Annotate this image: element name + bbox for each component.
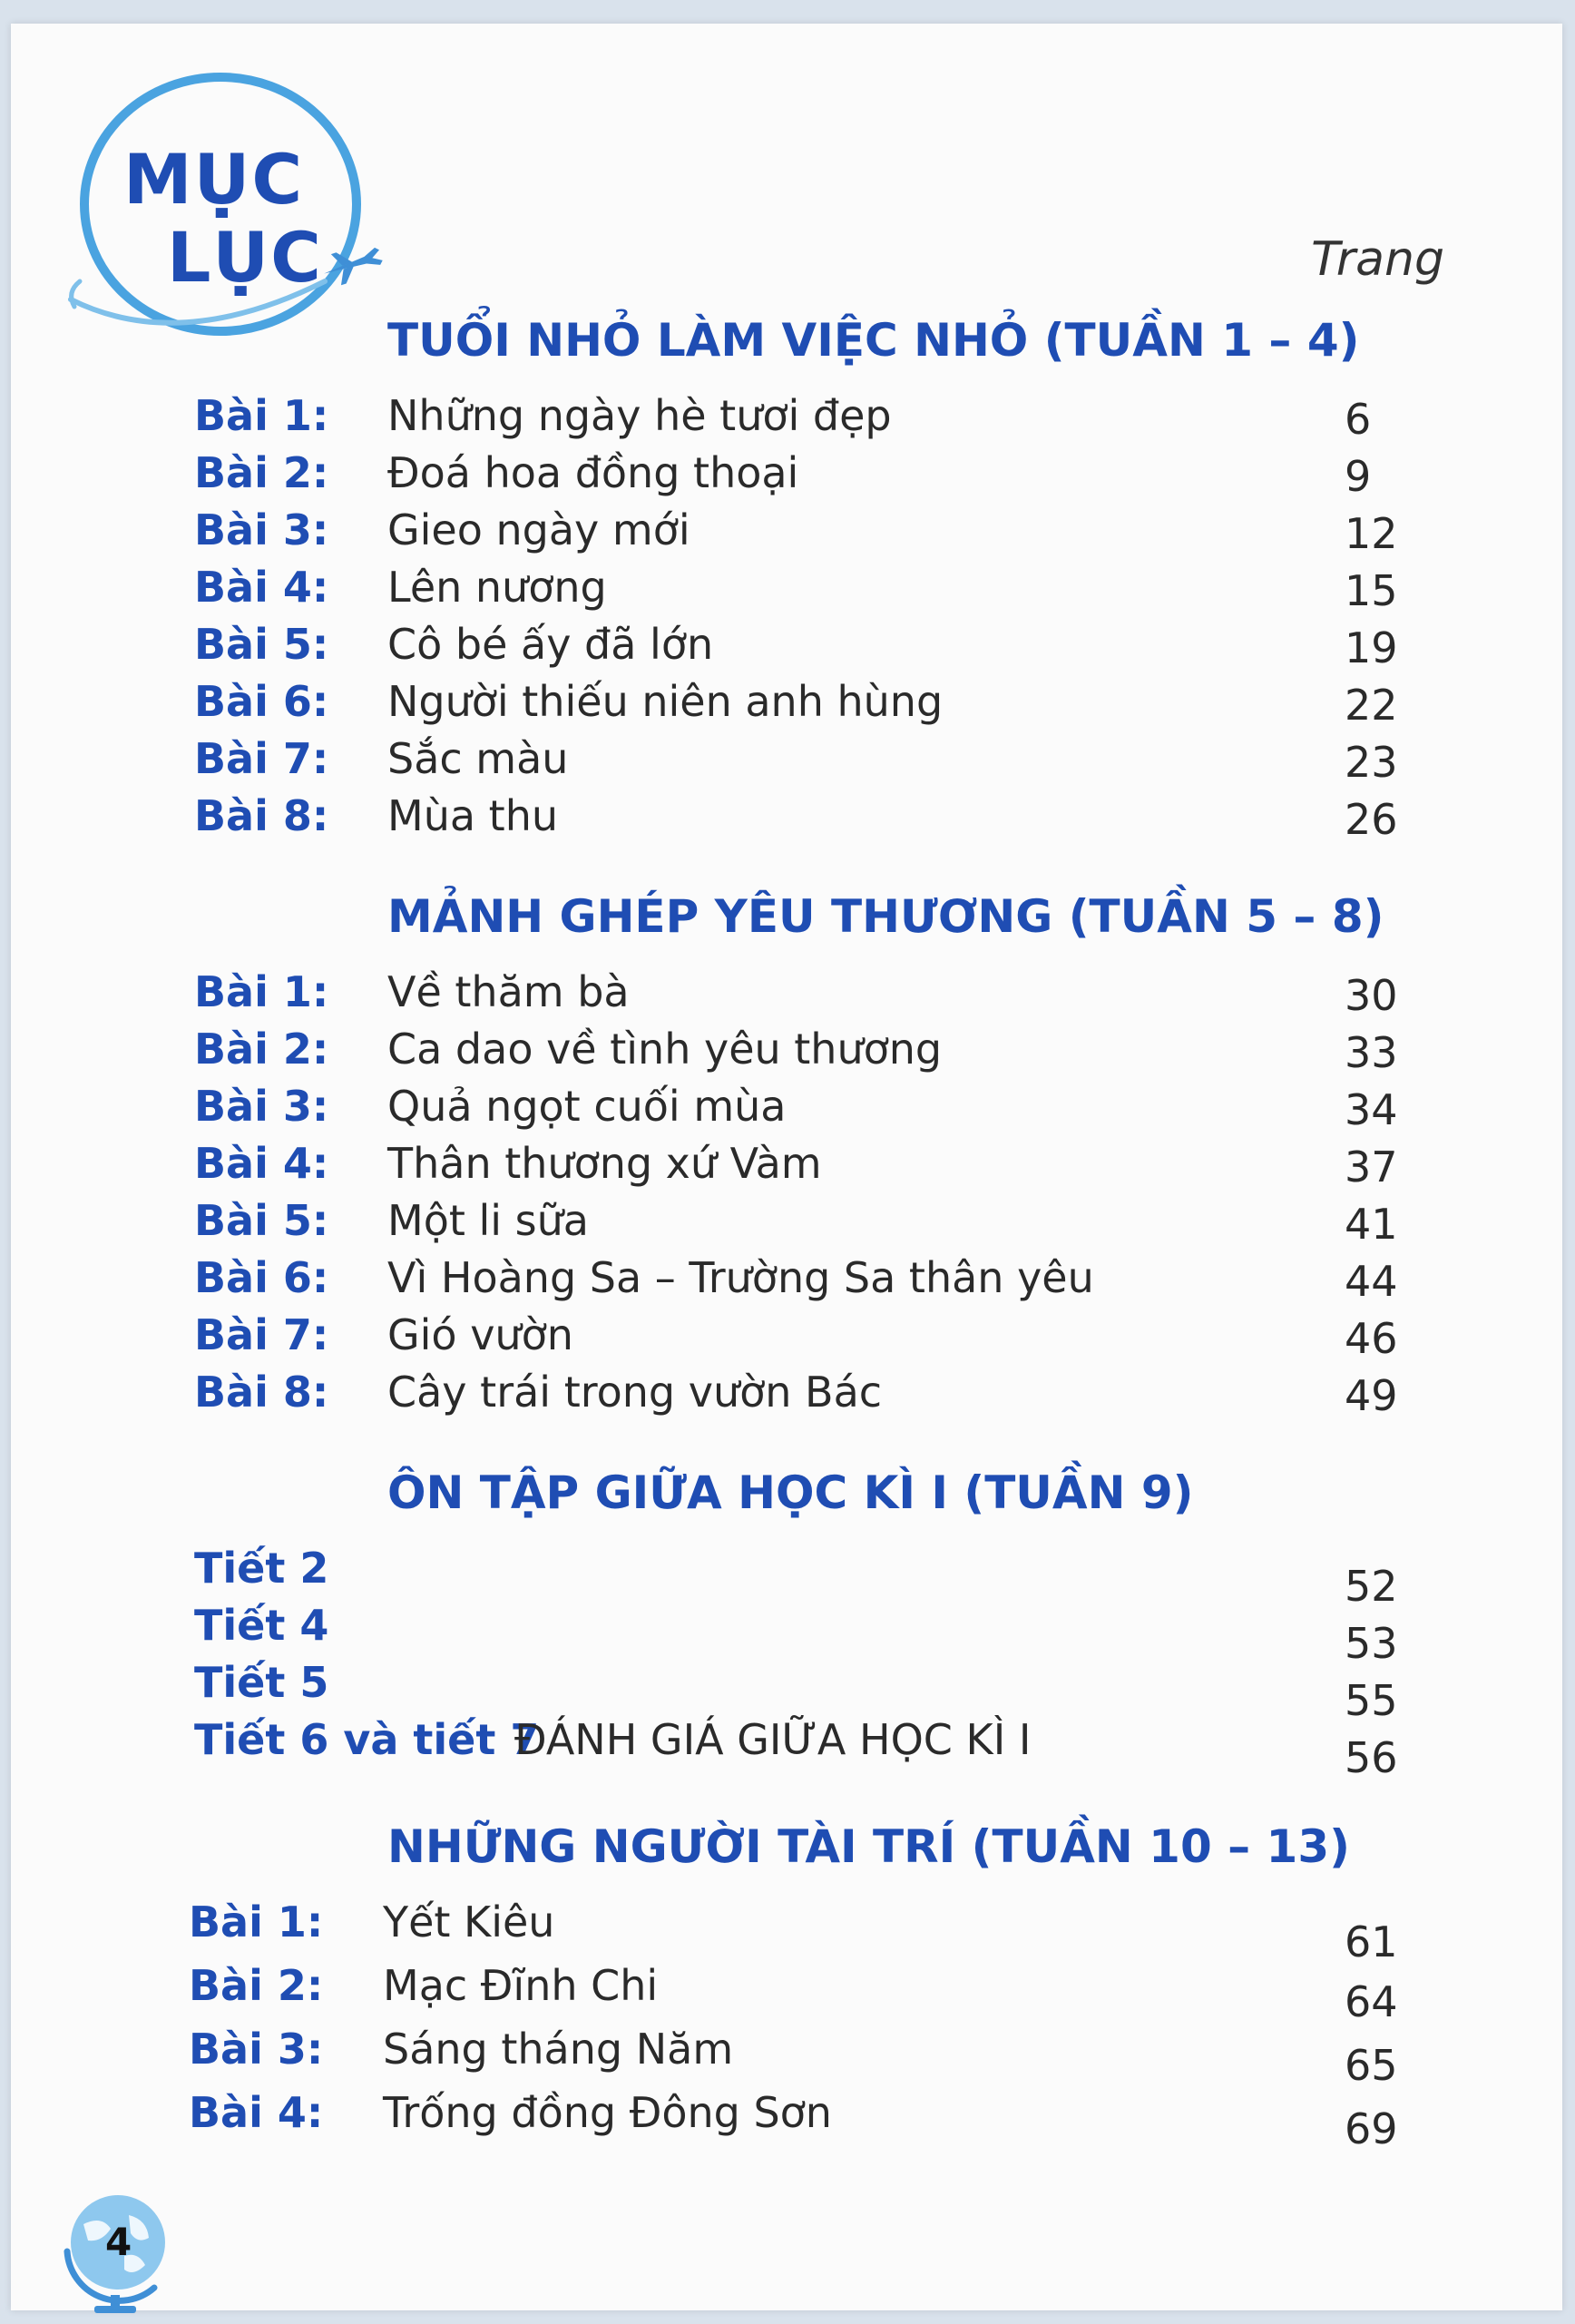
entry-page: 26 <box>1345 795 1398 844</box>
entry-page: 19 <box>1345 623 1398 672</box>
toc-entry[interactable] <box>11 563 1562 619</box>
entry-label: Bài 4: <box>194 1139 329 1188</box>
entry-page: 55 <box>1345 1676 1398 1725</box>
entry-title: Cây trái trong vườn Bác <box>387 1368 883 1417</box>
entry-title: ĐÁNH GIÁ GIỮA HỌC KÌ I <box>514 1715 1032 1764</box>
entry-page: 46 <box>1345 1314 1398 1363</box>
entry-page: 56 <box>1345 1733 1398 1782</box>
toc-entry[interactable] <box>11 791 1562 848</box>
section-title: TUỔI NHỎ LÀM VIỆC NHỎ (TUẦN 1 – 4) <box>387 314 1360 367</box>
toc-entry[interactable] <box>11 1253 1562 1309</box>
section-title: NHỮNG NGƯỜI TÀI TRÍ (TUẦN 10 – 13) <box>387 1820 1350 1873</box>
toc-entry[interactable] <box>11 2025 1562 2090</box>
entry-label: Bài 5: <box>194 620 329 669</box>
entry-title: Đoá hoa đồng thoại <box>387 448 799 497</box>
entry-page: 9 <box>1345 452 1372 501</box>
toc-entry[interactable] <box>11 1544 1562 1611</box>
entry-page: 41 <box>1345 1200 1398 1249</box>
entry-title: Người thiếu niên anh hùng <box>387 677 944 726</box>
entry-title: Một li sữa <box>387 1196 589 1245</box>
entry-label: Bài 3: <box>194 505 329 554</box>
entry-label: Bài 8: <box>194 1368 329 1417</box>
toc-entry[interactable] <box>11 1368 1562 1424</box>
entry-title: Thân thương xứ Vàm <box>387 1139 822 1188</box>
toc-entry[interactable] <box>11 1310 1562 1367</box>
entry-page: 23 <box>1345 738 1398 787</box>
entry-title: Trống đồng Đông Sơn <box>383 2088 832 2137</box>
entry-label: Bài 2: <box>189 1961 324 2010</box>
entry-title: Mạc Đĩnh Chi <box>383 1961 659 2010</box>
toc-entry[interactable] <box>11 1082 1562 1138</box>
logo-line-1: MỤC <box>123 139 305 220</box>
toc-entry[interactable] <box>11 391 1562 447</box>
toc-entry[interactable] <box>11 967 1562 1024</box>
entry-page: 33 <box>1345 1028 1398 1077</box>
entry-label: Bài 2: <box>194 1025 329 1074</box>
entry-page: 22 <box>1345 681 1398 730</box>
section-title: ÔN TẬP GIỮA HỌC KÌ I (TUẦN 9) <box>387 1466 1194 1519</box>
section-title: MẢNH GHÉP YÊU THƯƠNG (TUẦN 5 – 8) <box>387 890 1384 943</box>
book-page <box>11 24 1562 2310</box>
toc-entry[interactable] <box>11 1897 1562 1966</box>
toc-entry[interactable] <box>11 1139 1562 1195</box>
toc-entry[interactable] <box>11 734 1562 790</box>
entry-label: Tiết 6 và tiết 7 <box>194 1715 540 1764</box>
entry-label: Bài 3: <box>189 2025 324 2074</box>
entry-label: Bài 1: <box>194 967 329 1016</box>
entry-label: Tiết 2 <box>194 1544 329 1593</box>
entry-label: Tiết 4 <box>194 1601 329 1650</box>
entry-title: Cô bé ấy đã lớn <box>387 620 714 669</box>
entry-label: Bài 3: <box>194 1082 329 1131</box>
entry-page: 44 <box>1345 1257 1398 1306</box>
toc-entry[interactable] <box>11 1961 1562 2026</box>
entry-title: Sắc màu <box>387 734 569 783</box>
entry-label: Bài 4: <box>189 2088 324 2137</box>
entry-label: Bài 7: <box>194 734 329 783</box>
entry-title: Ca dao về tình yêu thương <box>387 1025 943 1074</box>
toc-entry[interactable] <box>11 2088 1562 2153</box>
entry-page: 37 <box>1345 1142 1398 1191</box>
toc-entry[interactable] <box>11 620 1562 676</box>
entry-label: Bài 6: <box>194 677 329 726</box>
entry-page: 15 <box>1345 566 1398 615</box>
entry-title: Quả ngọt cuối mùa <box>387 1082 787 1131</box>
entry-page: 61 <box>1345 1917 1398 1966</box>
entry-title: Gió vườn <box>387 1310 573 1359</box>
entry-label: Bài 5: <box>194 1196 329 1245</box>
entry-page: 53 <box>1345 1619 1398 1668</box>
entry-page: 30 <box>1345 971 1398 1020</box>
page-column-label: Trang <box>1311 232 1444 287</box>
toc-entry[interactable] <box>11 448 1562 505</box>
entry-title: Về thăm bà <box>387 967 630 1016</box>
entry-title: Yết Kiêu <box>383 1897 555 1946</box>
entry-page: 69 <box>1345 2104 1398 2153</box>
entry-title: Mùa thu <box>387 791 558 840</box>
entry-title: Những ngày hè tươi đẹp <box>387 391 892 440</box>
entry-label: Bài 7: <box>194 1310 329 1359</box>
entry-page: 52 <box>1345 1562 1398 1611</box>
entry-page: 34 <box>1345 1085 1398 1134</box>
entry-title: Sáng tháng Năm <box>383 2025 734 2074</box>
toc-entry[interactable] <box>11 1196 1562 1252</box>
entry-page: 12 <box>1345 509 1398 558</box>
toc-entry[interactable] <box>11 505 1562 562</box>
entry-page: 65 <box>1345 2041 1398 2090</box>
entry-label: Bài 4: <box>194 563 329 612</box>
toc-entry[interactable] <box>11 1025 1562 1081</box>
logo-line-2: LỤC <box>167 217 323 298</box>
toc-entry[interactable] <box>11 677 1562 733</box>
entry-title: Lên nương <box>387 563 607 612</box>
entry-label: Bài 1: <box>194 391 329 440</box>
entry-page: 49 <box>1345 1371 1398 1420</box>
entry-page: 64 <box>1345 1977 1398 2026</box>
toc-entry[interactable] <box>11 1715 1562 1782</box>
entry-title: Vì Hoàng Sa – Trường Sa thân yêu <box>387 1253 1094 1302</box>
toc-logo <box>53 54 406 381</box>
page-number: 4 <box>105 2220 132 2264</box>
toc-entry[interactable] <box>11 1601 1562 1668</box>
entry-page: 6 <box>1345 395 1372 444</box>
toc-entry[interactable] <box>11 1658 1562 1725</box>
entry-label: Bài 1: <box>189 1897 324 1946</box>
entry-label: Tiết 5 <box>194 1658 329 1707</box>
entry-label: Bài 6: <box>194 1253 329 1302</box>
entry-label: Bài 2: <box>194 448 329 497</box>
entry-label: Bài 8: <box>194 791 329 840</box>
entry-title: Gieo ngày mới <box>387 505 690 554</box>
